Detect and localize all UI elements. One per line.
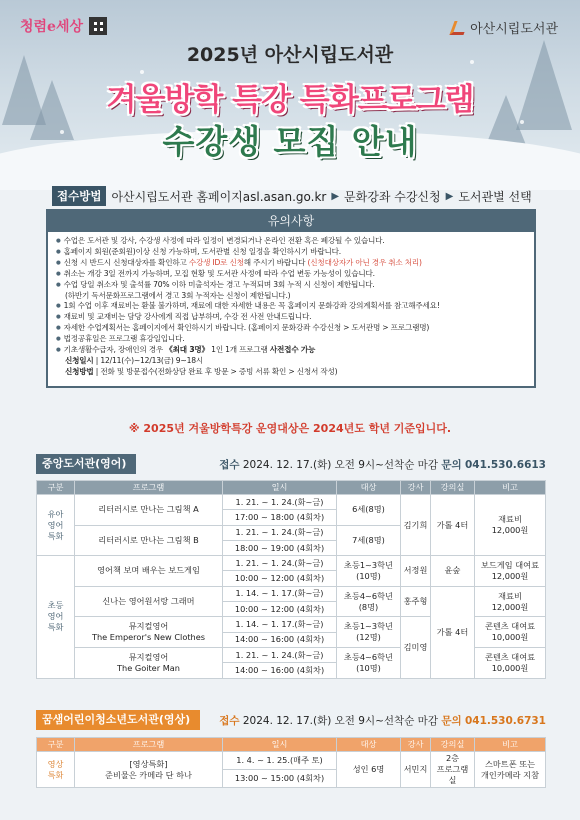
notice-highlight: (신청대상자가 아닌 경우 취소 처리) xyxy=(307,257,422,267)
arrow-right-icon: ▶ xyxy=(445,190,454,202)
notice-item-note: (하반기 독서문화프로그램에서 경고 3회 누적자는 신청이 제한됩니다.) xyxy=(65,290,291,300)
target-cell: 성인 6명 xyxy=(337,752,401,788)
section-header-kkumsaem xyxy=(36,710,546,730)
col-note: 비고 xyxy=(475,738,546,752)
table-header-row xyxy=(37,481,546,495)
notice-item: ● 수업은 도서관 및 강사, 수강생 사정에 따라 일정이 변경되거나 온라인 전환 혹은 폐강될 수 있습니다. xyxy=(56,236,526,247)
col-room: 강의실 xyxy=(431,481,475,495)
contact-phone: 041.530.6613 xyxy=(464,458,546,471)
date-cell: 1. 21. ~ 1. 24.(화~금) xyxy=(223,495,337,510)
library-logo-text: 아산시립도서관 xyxy=(470,22,558,37)
notice-list xyxy=(48,232,534,378)
program-table-central xyxy=(36,480,546,679)
date-cell: 1. 21. ~ 1. 24.(화~금) xyxy=(223,556,337,571)
section-header-central xyxy=(36,454,546,474)
time-cell: 13:00 ~ 15:00 (4회차) xyxy=(223,770,337,788)
note-cell: 재료비 12,000원 xyxy=(475,586,546,617)
col-program: 프로그램 xyxy=(75,481,223,495)
section-info xyxy=(219,457,546,472)
teacher-cell: 서민지 xyxy=(401,752,431,788)
notice-item: ● 1회 수업 이후 재료비는 환불 불가하며, 재료에 대한 자세한 내용은 꼭 홈페이지 문화강좌 강의계획서를 참고해주세요! xyxy=(56,301,526,312)
notice-item: ● 법정공휴일은 프로그램 휴강일입니다. xyxy=(56,334,526,345)
note-cell: 재료비 12,000원 xyxy=(475,495,546,556)
teacher-cell: 서정원 xyxy=(401,556,431,587)
col-target: 대상 xyxy=(337,738,401,752)
col-schedule: 일시 xyxy=(223,481,337,495)
notice-box xyxy=(46,209,536,388)
col-room: 강의실 xyxy=(431,738,475,752)
method-step-homepage: 아산시립도서관 홈페이지asl.asan.go.kr xyxy=(111,189,327,204)
category-cell: 영상 특화 xyxy=(37,752,75,788)
table-row xyxy=(37,495,546,510)
note-cell: 보드게임 대여료 12,000원 xyxy=(475,556,546,587)
col-note: 비고 xyxy=(475,481,546,495)
target-cell: 6세(8명) xyxy=(337,495,401,526)
time-cell: 10:00 ~ 12:00 (4회차) xyxy=(223,571,337,586)
note-cell: 콘텐츠 대여료 10,000원 xyxy=(475,617,546,648)
library-logo-icon xyxy=(450,21,469,35)
category-cell: 초등 영어 특화 xyxy=(37,556,75,678)
table-row xyxy=(37,556,546,571)
table-header-row xyxy=(37,738,546,752)
page-title-line1: 겨울방학 특강 특화프로그램 xyxy=(106,82,474,118)
section-name: 꿈샘어린이청소년도서관(영상) xyxy=(36,710,200,730)
grade-basis-note: ※ 2025년 겨울방학특강 운영대상은 2024년도 학년 기준입니다. xyxy=(128,422,452,435)
notice-item: ● 수업 당일 취소자 및 출석률 70% 이하 미출석자는 경고 누적되며 3회 누적 시 신청이 제한됩니다. xyxy=(56,280,526,291)
teacher-cell: 김기희 xyxy=(401,495,431,556)
notice-item: ● 취소는 개강 3일 전까지 가능하며, 모집 현황 및 도서관 사정에 따라 수업 변동 가능성이 있습니다. xyxy=(56,269,526,280)
program-cell: 신나는 영어원서랑 그래머 xyxy=(75,586,223,617)
notice-item: ● 재료비 및 교재비는 담당 강사에게 직접 납부하며, 수강 전 사전 안내드립니다. xyxy=(56,312,526,323)
notice-heading: 유의사항 xyxy=(48,211,534,232)
program-cell: 리터러시로 만나는 그림책 B xyxy=(75,525,223,556)
notice-highlight: 수강생 ID로 신청 xyxy=(188,257,244,267)
teacher-cell: 김미영 xyxy=(401,617,431,678)
program-cell: 리터러시로 만나는 그림책 A xyxy=(75,495,223,526)
contact-label: 문의 xyxy=(441,714,462,727)
time-cell: 17:00 ~ 18:00 (4회차) xyxy=(223,510,337,525)
program-cell: 뮤지컬영어 The Emperor's New Clothes xyxy=(75,617,223,648)
program-cell: 뮤지컬영어 The Goiter Man xyxy=(75,647,223,678)
target-cell: 초등1~3학년 (12명) xyxy=(337,617,401,648)
application-method xyxy=(52,186,532,206)
col-category: 구분 xyxy=(37,481,75,495)
room-cell: 2층 프로그램실 xyxy=(431,752,475,788)
note-cell: 스마트폰 또는 개인카메라 지참 xyxy=(475,752,546,788)
col-category: 구분 xyxy=(37,738,75,752)
integrity-logo xyxy=(20,16,107,36)
notice-text: 1인 1개 프로그램 xyxy=(208,345,270,355)
section-info xyxy=(219,713,546,728)
header-banner xyxy=(0,0,580,190)
date-cell: 1. 21. ~ 1. 24.(화~금) xyxy=(223,647,337,662)
notice-text: | 전화 및 방문접수(전화상담 완료 후 방문 > 증빙 서류 확인 > 신청서 작성) xyxy=(93,366,338,376)
notice-item xyxy=(56,345,526,356)
notice-item xyxy=(56,258,526,269)
receipt-label: 접수 xyxy=(219,458,240,471)
notice-label: 신청일시 xyxy=(65,355,94,365)
time-cell: 14:00 ~ 16:00 (4회차) xyxy=(223,632,337,647)
notice-text: | 12/11(수)~12/13(금) 9~18시 xyxy=(93,355,203,365)
notice-item-schedule xyxy=(56,356,526,367)
target-cell: 초등1~3학년 (10명) xyxy=(337,556,401,587)
notice-text: 《최대 3명》 xyxy=(165,345,209,355)
table-row xyxy=(37,586,546,601)
note-cell: 콘텐츠 대여료 10,000원 xyxy=(475,647,546,678)
date-cell: 1. 14. ~ 1. 17.(화~금) xyxy=(223,617,337,632)
method-tag: 접수방법 xyxy=(52,186,106,206)
qr-code-icon xyxy=(89,17,107,35)
notice-text: 기초생활수급자, 장애인의 경우 xyxy=(63,345,166,355)
col-target: 대상 xyxy=(337,481,401,495)
room-cell: 윤숲 xyxy=(431,556,475,587)
library-logo xyxy=(452,18,558,37)
table-row xyxy=(37,752,546,770)
room-cell: 가톨 4터 xyxy=(431,586,475,678)
notice-item-method xyxy=(56,367,526,378)
page-title-line2: 수강생 모집 안내 xyxy=(162,122,418,161)
col-schedule: 일시 xyxy=(223,738,337,752)
notice-text: 신청 시 반드시 신청대상자를 확인하고 xyxy=(63,257,189,267)
program-table-kkumsaem xyxy=(36,737,546,788)
time-cell: 10:00 ~ 12:00 (4회차) xyxy=(223,602,337,617)
notice-item: ● 자세한 수업계획서는 홈페이지에서 확인하시기 바랍니다. (홈페이지 문화강좌 수강신청 > 도서관명 > 프로그램명) xyxy=(56,323,526,334)
time-cell: 18:00 ~ 19:00 (4회차) xyxy=(223,540,337,555)
section-name: 중앙도서관(영어) xyxy=(36,454,136,474)
target-cell: 7세(8명) xyxy=(337,525,401,556)
room-cell: 가톨 4터 xyxy=(431,495,475,556)
program-cell: 영어책 보며 배우는 보드게임 xyxy=(75,556,223,587)
date-cell: 1. 14. ~ 1. 17.(화~금) xyxy=(223,586,337,601)
program-cell: [영상특화] 준비물은 카메라 단 하나 xyxy=(75,752,223,788)
receipt-date: 2024. 12. 17.(화) 오전 9시~선착순 마감 xyxy=(242,458,438,471)
notice-text: 사전접수 가능 xyxy=(269,345,316,355)
contact-label: 문의 xyxy=(441,458,462,471)
arrow-right-icon: ▶ xyxy=(331,190,340,202)
notice-label: 신청방법 xyxy=(65,366,94,376)
receipt-label: 접수 xyxy=(219,714,240,727)
date-cell: 1. 21. ~ 1. 24.(화~금) xyxy=(223,525,337,540)
receipt-date: 2024. 12. 17.(화) 오전 9시~선착순 마감 xyxy=(242,714,438,727)
target-cell: 초등4~6학년 (8명) xyxy=(337,586,401,617)
method-step-course: 문화강좌 수강신청 xyxy=(344,189,441,204)
integrity-logo-text: 청렴e세상 xyxy=(20,19,84,35)
col-program: 프로그램 xyxy=(75,738,223,752)
contact-phone: 041.530.6731 xyxy=(464,714,546,727)
target-cell: 초등4~6학년 (10명) xyxy=(337,647,401,678)
date-cell: 1. 4. ~ 1. 25.(매주 토) xyxy=(223,752,337,770)
col-teacher: 강사 xyxy=(401,738,431,752)
method-step-library: 도서관별 선택 xyxy=(458,189,532,204)
category-cell: 유아 영어 특화 xyxy=(37,495,75,556)
col-teacher: 강사 xyxy=(401,481,431,495)
page-subtitle: 2025년 아산시립도서관 xyxy=(186,44,394,66)
notice-text: 해 주시기 바랍니다 xyxy=(243,257,308,267)
teacher-cell: 홍주형 xyxy=(401,586,431,617)
notice-item: ● 홈페이지 회원(준회원)이상 신청 가능하며, 도서관별 신청 일정을 확인하시기 바랍니다. xyxy=(56,247,526,258)
time-cell: 14:00 ~ 16:00 (4회차) xyxy=(223,663,337,678)
